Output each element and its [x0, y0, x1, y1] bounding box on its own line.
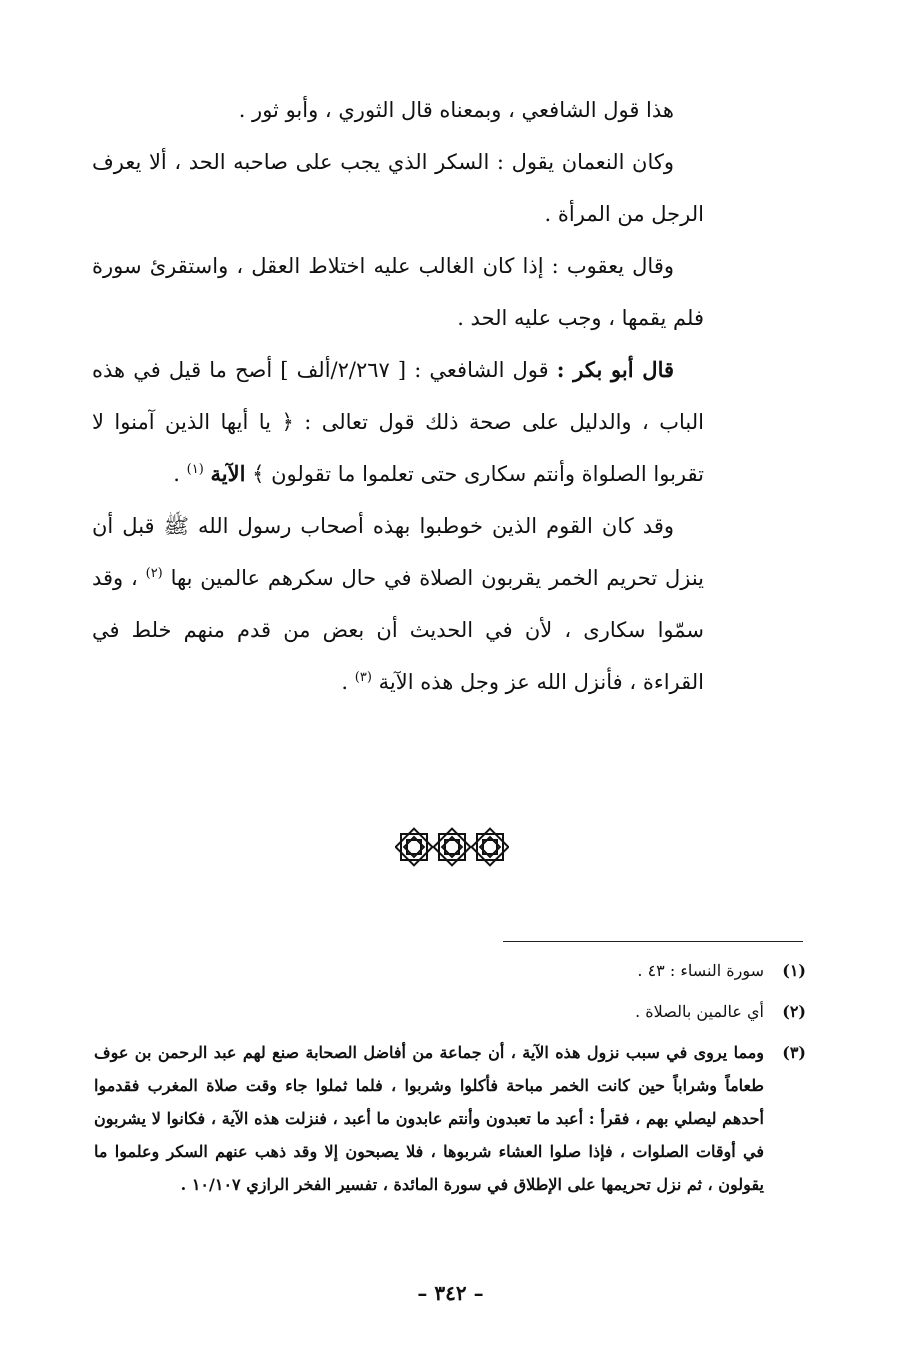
- triple-octagram-ornament-icon: [395, 824, 509, 870]
- paragraph-4-lead: قال أبو بكر :: [556, 357, 675, 382]
- footnote-2: [94, 995, 806, 1028]
- paragraph-2: [92, 136, 704, 240]
- footnote-text: ومما يروى في سبب نزول هذه الآية ، أن جماعة من أفاضل الصحابة صنع لهم عبد الرحمن بن عوف طعاماً وشراباً حين كانت الخمر مباحة فأكلوا وشربوا ، فلما ثملوا جاء وقت صلاة المغرب فقدموا أحدهم ليصلي بهم ، فقرأ : أعبد ما تعبدون وأنتم عابدون ما أعبد ، فنزلت هذه الآية ، فكانوا لا يشربون في أوقات الصلوات ، فإذا صلوا العشاء شربوها ، فلا يصبحون إلا وقد ذهب عنهم السكر وعلموا ما يقولون ، ثم نزل تحريمها على الإطلاق في سورة المائدة ، تفسير الفخر الرازي ١٠/١٠٧ .: [94, 1043, 765, 1194]
- paragraph-5-text: وقد كان القوم الذين خوطبوا بهذه أصحاب رسول الله ﷺ قبل أن ينزل تحريم الخمر يقربون الصلاة في حال سكرهم عالمين بها: [92, 514, 704, 590]
- paragraph-1: [92, 84, 704, 136]
- footnote-text: أي عالمين بالصلاة .: [635, 1002, 764, 1021]
- paragraph-4-text: قول الشافعي : [ ٢/٢٦٧/ألف ] أصح ما قيل في هذه الباب ، والدليل على صحة ذلك قول تعالى :: [92, 358, 704, 434]
- footnote-3: [94, 1036, 806, 1201]
- quran-verse: ﴿ يا أيها الذين آمنوا لا تقربوا الصلواة وأنتم سكارى حتى تعلموا ما تقولون ﴾: [92, 410, 704, 486]
- footnote-1: [94, 954, 806, 987]
- paragraph-5-tail: ، وقد سمّوا سكارى ، لأن في الحديث أن بعض من قدم منهم خلط في القراءة ، فأنزل الله عز وجل هذه الآية: [92, 566, 704, 694]
- footnote-number: (١): [782, 961, 806, 980]
- paragraph-4-end: .: [173, 462, 180, 486]
- paragraph-1-text: هذا قول الشافعي ، وبمعناه قال الثوري ، وأبو ثور .: [238, 98, 674, 122]
- footnote-ref-3: (٣): [354, 670, 372, 685]
- paragraph-5-end: .: [341, 670, 349, 694]
- page-number: – ٣٤٢ –: [417, 1281, 484, 1305]
- paragraph-4-tail: الآية: [210, 461, 246, 486]
- footnote-ref-2: (٢): [145, 566, 163, 581]
- footnote-ref-1: (١): [186, 462, 204, 477]
- paragraph-2-text: وكان النعمان يقول : السكر الذي يجب على صاحبه الحد ، ألا يعرف الرجل من المرأة .: [92, 150, 704, 226]
- paragraph-3: [92, 240, 704, 344]
- paragraph-3-text: وقال يعقوب : إذا كان الغالب عليه اختلاط العقل ، واستقرئ سورة فلم يقمها ، وجب عليه الحد .: [92, 254, 704, 330]
- main-text: [92, 84, 704, 708]
- paragraph-5: [92, 500, 704, 708]
- footnote-number: (٣): [782, 1043, 806, 1062]
- footnote-number: (٢): [782, 1002, 806, 1021]
- footnote-text: سورة النساء : ٤٣ .: [637, 961, 764, 980]
- footnotes: [94, 954, 806, 1209]
- footnote-divider: [503, 941, 803, 942]
- paragraph-4: [92, 344, 704, 500]
